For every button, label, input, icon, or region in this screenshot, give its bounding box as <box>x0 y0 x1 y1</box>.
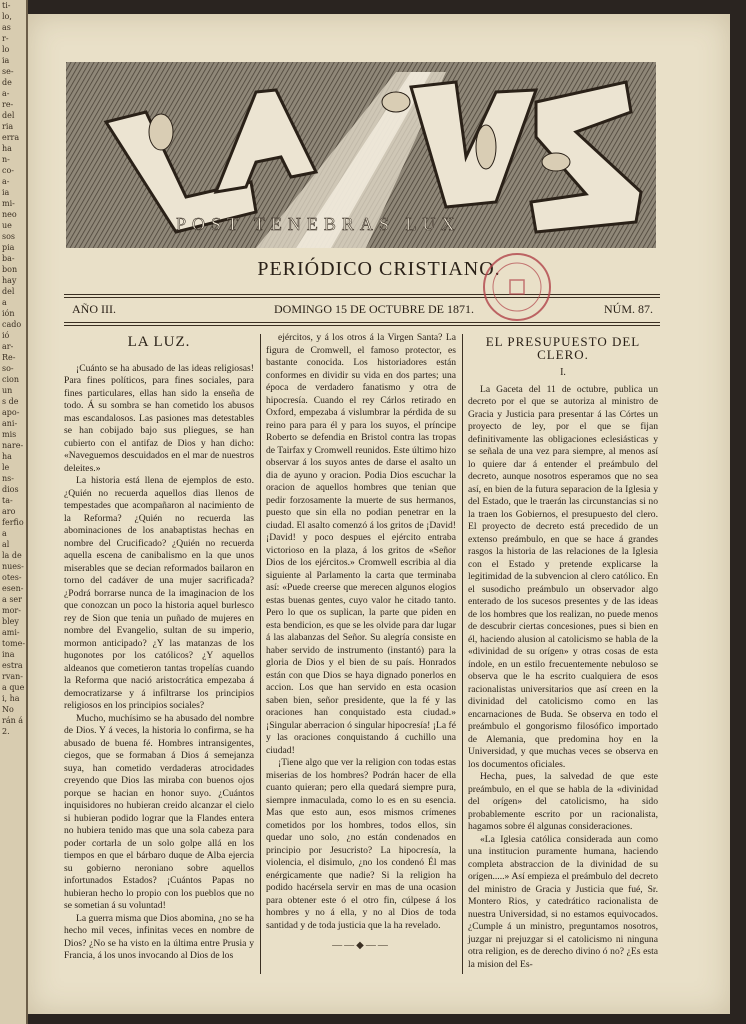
previous-page-fragment: ue <box>2 221 12 230</box>
previous-page-fragment: bley <box>2 617 19 626</box>
issue-number: NÚM. 87. <box>604 302 654 316</box>
previous-page-fragment: ia <box>2 56 10 65</box>
previous-page-fragment: ns- <box>2 474 14 483</box>
previous-page-fragment: aro <box>2 507 16 516</box>
previous-page-fragment: un <box>2 386 13 395</box>
issue-year: AÑO III. <box>72 302 116 316</box>
previous-page-fragment: mis <box>2 430 17 439</box>
previous-page-fragment: ti- <box>2 1 11 10</box>
newspaper-page <box>28 14 730 1014</box>
previous-page-edge <box>0 0 28 1024</box>
previous-page-fragment: a que <box>2 683 25 692</box>
article-paragraph: «La Iglesia católica considerada aun como una institucion puramente humana, haciendo completa abstraccion de la divinidad de su orígen.....» Así empieza el preámbulo del decreto del ministro de Gracia y Justicia que fué, Sr. Montero Rios, y catedrático racionalista de nuestra Universidad, si no estamos equivocados. ¿Cumple á un ministro, preguntamos nosotros, juzgar ni prejuzgar si el catolicismo ni ninguna otra religion, es de derecho divino ó no? ¿Es esta la mision del Es- <box>468 833 658 970</box>
previous-page-fragment: lo, <box>2 12 12 21</box>
previous-page-fragment: re- <box>2 100 14 109</box>
previous-page-fragment: ferfio <box>2 518 24 527</box>
previous-page-fragment: a <box>2 529 7 538</box>
previous-page-fragment: del <box>2 111 15 120</box>
previous-page-fragment: sos <box>2 232 16 241</box>
column-divider <box>462 334 463 974</box>
previous-page-fragment: a- <box>2 177 10 186</box>
previous-page-fragment: rán á <box>2 716 24 725</box>
page-subtitle: PERIÓDICO CRISTIANO. <box>257 258 501 280</box>
previous-page-fragment: 2. <box>2 727 10 736</box>
previous-page-fragment: estra <box>2 661 23 670</box>
previous-page-fragment: ar- <box>2 342 14 351</box>
column-heading: EL PRESUPUESTO DEL CLERO. <box>485 334 641 362</box>
previous-page-fragment: tome- <box>2 639 26 648</box>
previous-page-fragment: erra <box>2 133 20 142</box>
previous-page-fragment: ta- <box>2 496 13 505</box>
article-paragraph: La Gaceta del 11 de octubre, publica un decreto por el que se autoriza al ministro de Gracia y Justicia para presentar á las Córtes un proyecto de ley, por el que se fijan definitivamente las obligaciones eclesiásticas y se señala de una vez para siempre, al menos así lo quiere dar á entender el preámbulo del decreto, aunque nosotros esperamos que no sea así, en bien de la futura separacion de la Iglesia y del Estado, que le traerán las circunstancias si no la traen los Gobiernos, el presupuesto del clero. El proyecto de decreto está precedido de un extenso preámbulo, en que se hace á grandes rasgos la historia de las relaciones de la Iglesia con el Estado y pretende explicarse la legitimidad de la subvencion al clero católico. En el susodicho preámbulo un observador algo enterado de los sucesos presentes y de las ideas de los hombres que los realizan, no puede menos de descubrir ciertas concesiones, pues si bien en él, haciendo alusion al catolicismo se habla de la «divinidad de su orígen» y otras cosas de esta índole, en un estilo frecuentemente nebuloso se observa que le ha escrito cualquiera de esos racionalistas universitarios que así creen en la divinidad del catolicismo como en las encarnaciones de Buda. Se observa en todo el preámbulo el gongorismo filosófico importado de Alemania, que predomina hoy en la Universidad, y que muchas veces se observa en los documentos oficiales. <box>468 383 658 770</box>
previous-page-fragment: ria <box>2 122 14 131</box>
previous-page-fragment: del <box>2 287 15 296</box>
bottom-rule-inner <box>64 325 660 326</box>
previous-page-fragment: s de <box>2 397 19 406</box>
previous-page-fragment: la de <box>2 551 22 560</box>
previous-page-fragment: a ser <box>2 595 22 604</box>
top-rule <box>64 294 660 295</box>
library-stamp <box>480 250 554 324</box>
masthead <box>66 62 656 248</box>
article-paragraph: Hecha, pues, la salvedad de que este preámbulo, en el que se habla de la «divinidad del orígen» del catolicismo, ha sido probablemente escrito por un racionalista, hagamos sobre él algunas consideraciones. <box>468 771 658 832</box>
column-continuation <box>266 332 456 953</box>
article-paragraph: La historia está llena de ejemplos de esto. ¿Quién no recuerda aquellos dias llenos de tempestades que acompañaron al nacimiento de la Reforma? ¿Quién no recuerda las abominaciones de los anabaptistas hechas en nombre del Crucificado? ¿Quién no recuerda aquella escena de canibalismo en la que unos miserables que se decian reformados bailaron en torno del cadáver de una mujer sacrificada? ¿Podrá borrarse nunca de la imaginacion de los que conozcan un poco la historia aquel burlesco rey de Sion que tenia un puñado de mujeres en nombre del Evangelio, sultan de su imperio, mormon anticipado? ¿Y las matanzas de los hugonotes por los católicos? ¿Y aquellos aldeanos que cometieron tantas tropelías cuando la Reforma que nació aristocrática empezaba á democratizarse y á infiltrarse los principios religiosos en los principios sociales? <box>64 475 254 711</box>
issue-line <box>64 300 660 318</box>
previous-page-fragment: No <box>2 705 14 714</box>
previous-page-fragment: hay <box>2 276 17 285</box>
issue-date: DOMINGO 15 DE OCTUBRE DE 1871. <box>274 302 474 316</box>
previous-page-fragment: se- <box>2 67 14 76</box>
masthead-motto: POST TENEBRAS LUX <box>176 214 461 234</box>
previous-page-fragment: ba- <box>2 254 15 263</box>
previous-page-fragment: mor- <box>2 606 21 615</box>
column-heading: LA LUZ. <box>127 334 191 350</box>
article-paragraph: ¡Tiene algo que ver la religion con todas estas miserias de los hombres? Podrán hacer de ella cuanto quieran; pero ella quedará siempre pura, siempre inmaculada, como lo es en su esencia. Mas que esto aun, esos mismos crímenes cometidos por los hombres, todos ellos, sin quedar uno solo, ¿no están condenados en principio por Jesucristo? La hipocresía, la violencia, el disimulo, ¿no los condenó Él mas enérgicamente que nadie? Si la religion ha podido hacérsela servir en mas de una ocasion para obtener este ó el otro fin, cúlpese á los hombres y no á ella, y no al Dios de toda santidad y de toda justicia que la ha revelado. <box>266 757 456 931</box>
previous-page-fragment: cado <box>2 320 22 329</box>
previous-page-fragment: pia <box>2 243 15 252</box>
previous-page-fragment: ha <box>2 452 12 461</box>
previous-page-fragment: ió <box>2 331 10 340</box>
previous-page-fragment: nare- <box>2 441 24 450</box>
previous-page-fragment: a <box>2 298 7 307</box>
previous-page-fragment: a- <box>2 89 10 98</box>
article-paragraph: ejércitos, y á los otros á la Virgen Santa? La figura de Cromwell, el famoso protector, es bastante conocida. Los historiadores están conformes en dividir su vida en dos partes; una época de verdadero fanatismo y otra de hipocresía. Cuando el rey Cárlos retirado en Oxford, empezaba á vislumbrar la pérdida de su reino para para él y para los suyos, el príncipe Roberto se defendia en Bristol contra las tropas de Tairfax y Cromwell reunidos. Este último hizo observar á los suyos antes de darse el asalto un dia de ayuno y oracion. Podia Dios escuchar la oracion de aquellos hombres que tenian que pedir forzosamente la muerte de sus hermanos, puesto que sin ella no podian penetrar en la ciudad. El asalto comenzó á los gritos de ¡David! ¡David! y poco despues el ejército entraba victorioso en la plaza, á los gritos de «Señor Dios de los ejércitos.» Cromwell escribia al dia siguiente al Parlamento la carta que terminaba así: «Puede creerse que merecen algunos elogios estas buenas gentes, cuyo valor he citado tanto. Pero lo que os suplican, la parte que piden en esta bendicion, es que se les olvide para dar lugar á las alabanzas del Señor. Su alegría consiste en haber servido de instrumento (instantó) para la gloria de Dios y el bien de su país. Honrados están con que Dios se haya dignado ponerlos en accion. Los que han servido en esta ocasion saben bien, señor presidente, que la fé y las oraciones han conquistado esta ciudad.» ¡Singular aberracion ó singular hipocresía! ¡La fé y las oraciones conquistando á cuchillo una ciudad! <box>266 332 456 756</box>
previous-page-fragment: r- <box>2 34 9 43</box>
previous-page-fragment: co- <box>2 166 14 175</box>
previous-page-fragment: i, ha <box>2 694 20 703</box>
article-paragraph: La guerra misma que Dios abomina, ¿no se ha hecho mil veces, infinitas veces en nombre de Dios? ¿No se ha visto en la última entre Prusia y Francia, á los unos invocando al Dios de los <box>64 912 254 961</box>
previous-page-fragment: n- <box>2 155 10 164</box>
column-presupuesto <box>468 336 658 971</box>
previous-page-fragment: ina <box>2 650 15 659</box>
previous-page-fragment: le <box>2 463 10 472</box>
previous-page-fragment: al <box>2 540 10 549</box>
previous-page-fragment: nues- <box>2 562 24 571</box>
bottom-rule <box>64 322 660 323</box>
section-number: I. <box>560 367 566 378</box>
masthead-illustration <box>66 62 656 248</box>
previous-page-fragment: mi- <box>2 199 15 208</box>
article-paragraph: ¡Cuánto se ha abusado de las ideas religiosas! Para fines políticos, para fines sociales, para fines particulares, ellas han sido la enseña de todo. Á su sombra se han cometido los abusos mas escandalosos. Las pasiones mas detestables se han cobijado bajo sus pliegues, se han cubierto con el antifaz de Dios y han dicho: «Naveguemos descuidados en el mar de nuestros deleites.» <box>64 362 254 474</box>
ornament-divider: ——◆—— <box>332 940 390 951</box>
previous-page-fragment: Re- <box>2 353 16 362</box>
previous-page-fragment: ami- <box>2 628 20 637</box>
previous-page-fragment: neo <box>2 210 17 219</box>
previous-page-fragment: ha <box>2 144 12 153</box>
top-rule-inner <box>64 297 660 298</box>
previous-page-fragment: as <box>2 23 11 32</box>
column-divider <box>260 334 261 974</box>
previous-page-fragment: lo <box>2 45 10 54</box>
article-paragraph: Mucho, muchísimo se ha abusado del nombre de Dios. Y á veces, la historia lo confirma, se ha abusado de buena fé. Hombres intransigentes, ciegos, que se formaban á Dios á semejanza suya, han cometido verdaderas atrocidades creyendo que Dios las miraba con buenos ojos porque se hacian en honor suyo. ¿Cuántos inquisidores no hubieran creido alcanzar el cielo si hubieran podido lograr que la Flandes entera no hubiera tenido mas que una sola cabeza para poder cortarla de un solo golpe allá en los tiempos en que el bárbaro duque de Alba ejercia su gobierno neroniano sobre aquellos infortunados Estados? ¡Cuántos Papas no hubieran hecho lo propio con los pueblos que no se sometian á su voluntad! <box>64 712 254 911</box>
previous-page-fragment: ión <box>2 309 15 318</box>
previous-page-fragment: apo- <box>2 408 20 417</box>
previous-page-fragment: so- <box>2 364 14 373</box>
previous-page-fragment: cion <box>2 375 20 384</box>
previous-page-fragment: rvan- <box>2 672 23 681</box>
previous-page-fragment: otes- <box>2 573 22 582</box>
previous-page-fragment: ani- <box>2 419 18 428</box>
column-la-luz <box>64 336 254 963</box>
previous-page-fragment: esen- <box>2 584 24 593</box>
previous-page-fragment: de <box>2 78 12 87</box>
previous-page-fragment: ia <box>2 188 10 197</box>
previous-page-fragment: dios <box>2 485 19 494</box>
previous-page-fragment: bon <box>2 265 18 274</box>
